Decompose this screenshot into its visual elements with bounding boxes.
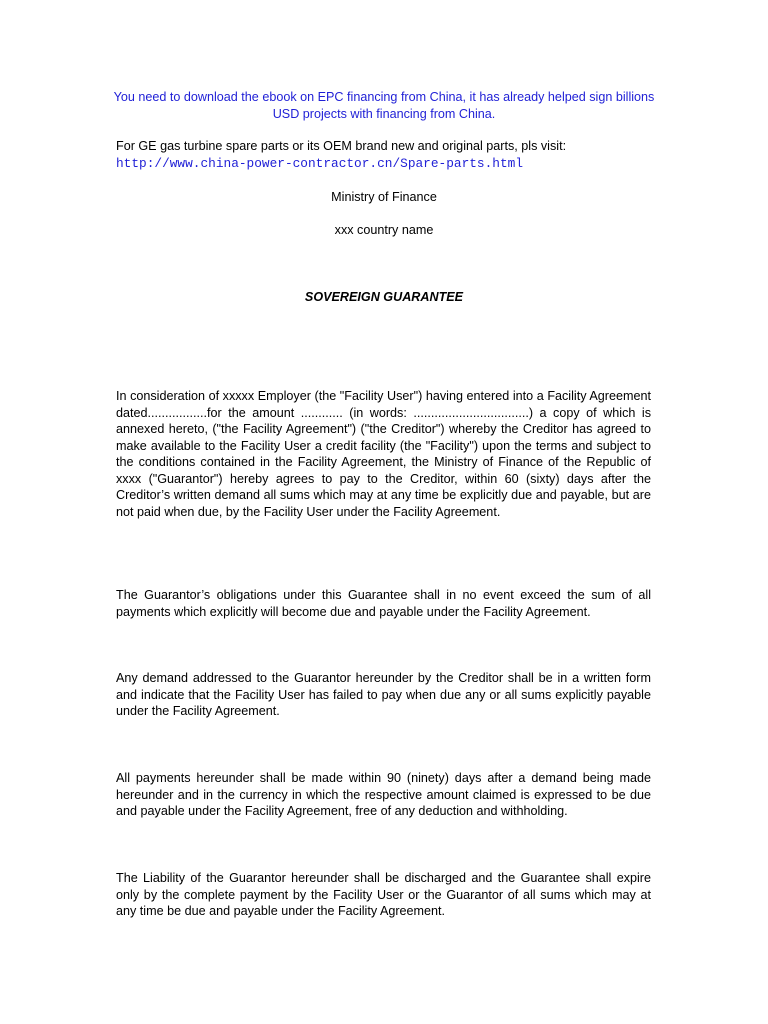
paragraph-obligations: The Guarantor’s obligations under this Guarantee shall in no event exceed the sum of all payments which explicitly will become due and payable under the Facility Agreement. [116,588,651,619]
ebook-promo-text[interactable]: You need to download the ebook on EPC financing from China, it has already helped sign billions USD projects with financing from China. [113,90,655,121]
document-title: SOVEREIGN GUARANTEE [304,290,464,304]
spare-parts-notice [116,138,656,172]
country-name: xxx country name [334,223,434,237]
spare-parts-link[interactable]: http://www.china-power-contractor.cn/Spare-parts.html [116,155,524,171]
paragraph-liability: The Liability of the Guarantor hereunder shall be discharged and the Guarantee shall expire only by the complete payment by the Facility User or the Guarantor of all sums which may at any time be due and payable under the Facility Agreement. [116,871,651,918]
paragraph-demand: Any demand addressed to the Guarantor hereunder by the Creditor shall be in a written form and indicate that the Facility User has failed to pay when due any or all sums explicitly payable under the Facility Agreement. [116,671,651,718]
ministry-name: Ministry of Finance [331,190,437,204]
spare-parts-text: For GE gas turbine spare parts or its OEM brand new and original parts, pls visit: [116,139,567,153]
paragraph-payments: All payments hereunder shall be made within 90 (ninety) days after a demand being made hereunder and in the currency in which the respective amount claimed is expressed to be due and payable under the Facility Agreement, free of any deduction and withholding. [116,771,651,818]
paragraph-consideration: In consideration of xxxxx Employer (the "Facility User") having entered into a Facility Agreement dated.................for the amount ............ (in words: .................................) a copy of which is annexed hereto, ("the Facility Agreement") ("the Creditor") whereby the Creditor has agreed to make available to the Facility User a credit facility (the "Facility") upon the terms and subject to the conditions contained in the Facility Agreement, the Ministry of Finance of the Republic of xxxx ("Guarantor") hereby agrees to pay to the Creditor, within 60 (sixty) days after the Creditor’s written demand all sums which may at any time be explicitly due and payable, but are not paid when due, by the Facility User under the Facility Agreement. [116,389,651,519]
